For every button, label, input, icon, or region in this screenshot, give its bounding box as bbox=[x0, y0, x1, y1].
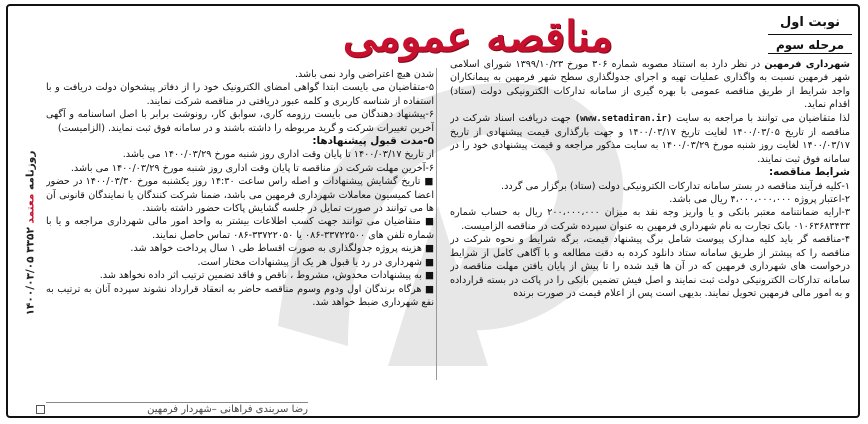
condition-item: ۴-مناقصه گر باید کلیه مدارک پیوست شامل برگ پیشنهاد قیمت، برگه شرایط و نحوه شرکت در مناقصه را که پیشتر از طریق سامانه ستاد دانلود کرده به دقت مطالعه و با آگاهی کامل از شرایط درخواست های شهرداری فرمهین که در آن ها قید شده را تا پیش از پایان یافتن مهلت مناقصه در سامانه تدارکات الکترونیکی دولت ثبت نمایند و اصل فیش تضمین بانکی را در پاکت در بسته قرارداده و به امور مالی فرمهین تحویل نمایند. بدیهی است پس از اعلام قیمت در صورت برنده bbox=[450, 234, 850, 299]
conditions-list bbox=[450, 180, 850, 301]
round-label: نوبت اول bbox=[779, 15, 841, 30]
term-item: از تاریخ ۱۴۰۰/۰۳/۱۷ تا پایان وقت اداری روز شنبه مورخ ۱۴۰۰/۰۳/۲۹ می باشد. bbox=[122, 149, 434, 161]
setad-link[interactable]: (www.setadiran.ir) bbox=[574, 113, 673, 124]
term-item: ■ هزینه پروژه جدولگذاری به صورت اقساط طی ۱ سال پرداخت خواهد شد. bbox=[130, 243, 434, 255]
stage-label: مرحله سوم bbox=[768, 34, 852, 54]
sidebar-label bbox=[24, 151, 36, 316]
term-item: ■ شهرداری در رد یا قبول هر یک از پیشنهادات مختار است. bbox=[197, 256, 434, 268]
conditions-heading: شرایط مناقصه: bbox=[769, 166, 850, 179]
instructions-text-a: لذا متقاضیان می توانند با مراجعه به سایت bbox=[672, 112, 850, 124]
intro-text: در نظر دارد به استناد مصوبه شماره ۳۰۶ مورخ ۱۳۹۹/۱۰/۲۳ شورای اسلامی شهر فرمهین نسبت به واگذاری عملیات تهیه و اجرای جدولگذاری سطح شهر فرمهین به پیمانکاران واجد شرایط از طریق مناقصه عمومی با بهره گیری از سامانه تدارکات الکترونیکی دولت (ستاد) اقدام نماید. bbox=[450, 59, 850, 111]
newspaper-sidebar bbox=[18, 68, 42, 398]
term-item: ۶-پیشنهاد دهندگان می بایست رزومه کاری، سوابق کار، رونوشت برابر با اصل اساسنامه و آگهی آخرین تغییرات شرکت و گرید مربوطه را داشته باشند و در سامانه فوق ثبت نمایند. (الزامیست) bbox=[46, 109, 434, 134]
condition-item: ۲-اعتبار پروژه ۴،۰۰۰،۰۰۰،۰۰۰ ریال می باشد. bbox=[669, 194, 850, 206]
condition-item: ۳-ارایه ضمانتنامه معتبر بانکی و یا واریز وجه نقد به میزان ۲۰۰،۰۰۰،۰۰۰ ریال به حساب شماره ۰۱۰۶۳۶۸۳۴۳۳ بانک تجارت به نام شهرداری فرمهین به عنوان سپرده شرکت در مناقصه الزامیست. bbox=[450, 207, 850, 232]
term-item: ۵-متقاضیان می بایست ابتدا گواهی امضای الکترونیک خود را از دفاتر پیشخوان دولت دریافت و با استفاده از شناسه کاربری و کلمه عبور دریافتی در مناقصه شرکت نمایند. bbox=[46, 82, 434, 107]
left-column bbox=[46, 68, 434, 380]
term-item: ■ به پیشنهادات مخدوش، مشروط ، ناقص و فاقد تضمین ترتیب اثر داده نخواهد شد. bbox=[99, 270, 434, 282]
terms-list bbox=[46, 68, 434, 309]
sidebar-brand: معتمد bbox=[24, 193, 37, 224]
intro-paragraph bbox=[450, 58, 850, 112]
organization-name: شهرداری فرمهین bbox=[764, 59, 850, 70]
column-divider bbox=[436, 68, 437, 380]
sidebar-issue: ۳۳۵۲ bbox=[24, 227, 37, 253]
instructions-paragraph bbox=[450, 112, 850, 167]
term-item: ۵-مدت قبول پیشنهادها: bbox=[312, 135, 434, 148]
sidebar-date: ۱۴۰۰/۰۳/۰۵ bbox=[24, 256, 37, 316]
term-item: شدن هیچ اعتراضی وارد نمی باشد. bbox=[294, 69, 434, 80]
term-item: ■ تاریخ گشایش پیشنهادات و اصله راس ساعت ۱۴:۳۰ روز یکشنبه مورخ ۱۴۰۰/۰۳/۳۰ در حضور اعضا کمیسیون معاملات شهرداری فرمهین می باشد، ضمنا شرکت کنندگان یا نمایندگان قانونی آن ها می توانند در صورت تمایل در جلسه گشایش پاکات حضور داشته باشند. bbox=[46, 176, 434, 215]
footer-square-icon bbox=[36, 405, 45, 414]
sidebar-paper: روزنامه bbox=[24, 150, 37, 190]
page-title: مناقصه عمومی bbox=[342, 12, 614, 61]
right-column bbox=[450, 58, 850, 398]
notice-frame bbox=[6, 4, 860, 418]
condition-item: ۱-کلیه فرآیند مناقصه در بستر سامانه تدارکات الکترونیکی دولت (ستاد) برگزار می گردد. bbox=[501, 180, 850, 192]
signature: رضا سربندی فراهانی –شهردار فرمهین bbox=[46, 402, 308, 416]
term-item: ■ هرگاه برندگان اول ودوم وسوم مناقصه حاضر به انعقاد قرارداد نشوند سپرده آنان به ترتیب به نفع شهرداری ضبط خواهد شد. bbox=[46, 283, 434, 308]
term-item: ■ متقاضیان می توانند جهت کسب اطلاعات بیشتر به واحد امور مالی شهرداری مراجعه و یا با شماره تلفن های ۳۳۷۲۲۵۰۰-۰۸۶ یا ۳۳۷۲۲۰۵۰-۰۸۶ تماس حاصل نمایند. bbox=[46, 216, 434, 241]
instructions-text-b: جهت دریافت اسناد شرکت در مناقصه از تاریخ ۱۴۰۰/۰۳/۰۵ لغایت تاریخ ۱۴۰۰/۰۳/۱۷ و جهت بارگذاری قیمت پیشنهادی از تاریخ ۱۴۰۰/۰۳/۱۷ لغایت روز شنبه مورخ ۱۴۰۰/۰۳/۲۹ به سایت مذکور مراجعه و قیمت پیشنهادی خود را در سامانه فوق ثبت نمایند. bbox=[450, 112, 850, 165]
term-item: ۶-آخرین مهلت شرکت در مناقصه تا پایان وقت اداری روز شنبه مورخ ۱۴۰۰/۰۳/۲۹ می باشد. bbox=[70, 162, 434, 174]
